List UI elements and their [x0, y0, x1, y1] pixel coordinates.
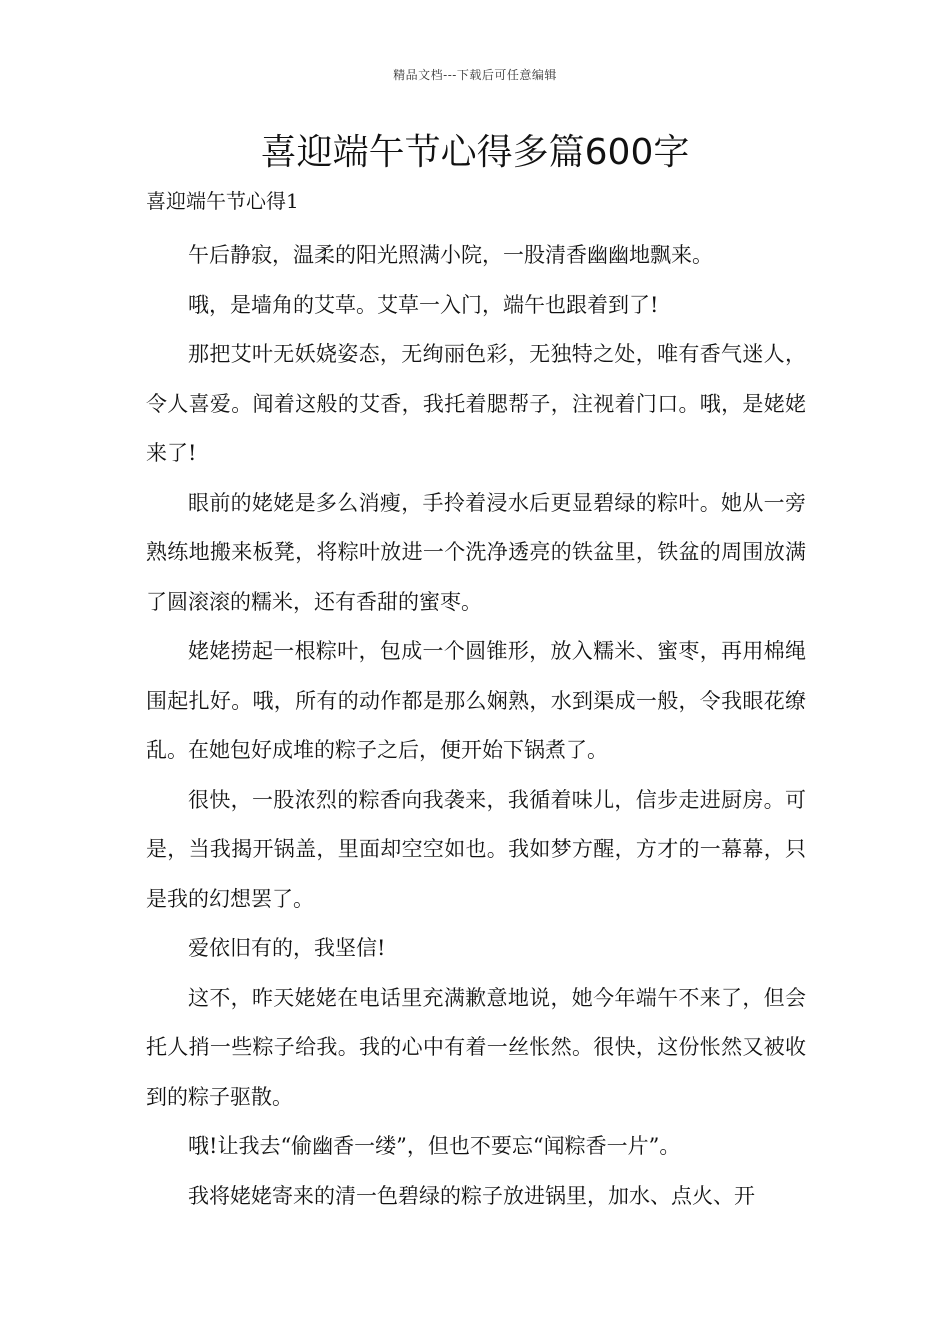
paragraph: 眼前的姥姥是多么消瘦，手拎着浸水后更显碧绿的粽叶。她从一旁熟练地搬来板凳，将粽叶放进一个洗净透亮的铁盆里，铁盆的周围放满了圆滚滚的糯米，还有香甜的蜜枣。	[146, 490, 806, 614]
document-title: 喜迎端午节心得多篇600字	[260, 132, 690, 173]
paragraph: 那把艾叶无妖娆姿态，无绚丽色彩，无独特之处，唯有香气迷人，令人喜爱。闻着这般的艾香，我托着腮帮子，注视着门口。哦，是姥姥来了!	[146, 342, 806, 465]
paragraph: 姥姥捞起一根粽叶，包成一个圆锥形，放入糯米、蜜枣，再用棉绳围起扎好。哦，所有的动作都是那么娴熟，水到渠成一般，令我眼花缭乱。在她包好成堆的粽子之后，便开始下锅煮了。	[146, 639, 806, 762]
paragraph: 我将姥姥寄来的清一色碧绿的粽子放进锅里，加水、点火、开	[188, 1183, 755, 1208]
paragraph: 哦!让我去“偷幽香一缕”，但也不要忘“闻粽香一片”。	[188, 1134, 681, 1158]
paragraph: 爱依旧有的，我坚信!	[188, 936, 386, 960]
paragraph: 很快，一股浓烈的粽香向我袭来，我循着味儿，信步走进厨房。可是，当我揭开锅盖，里面却空空如也。我如梦方醒，方才的一幕幕，只是我的幻想罢了。	[146, 787, 806, 911]
paragraph: 午后静寂，温柔的阳光照满小院，一股清香幽幽地飘来。	[188, 243, 713, 267]
paragraph: 这不，昨天姥姥在电话里充满歉意地说，她今年端午不来了，但会托人捎一些粽子给我。我的心中有着一丝怅然。很快，这份怅然又被收到的粽子驱散。	[146, 985, 806, 1109]
section-heading: 喜迎端午节心得1	[146, 189, 299, 213]
document-body	[146, 231, 806, 1221]
page-header: 精品文档---下载后可任意编辑	[393, 68, 557, 82]
paragraph: 哦，是墙角的艾草。艾草一入门，端午也跟着到了!	[188, 292, 659, 317]
